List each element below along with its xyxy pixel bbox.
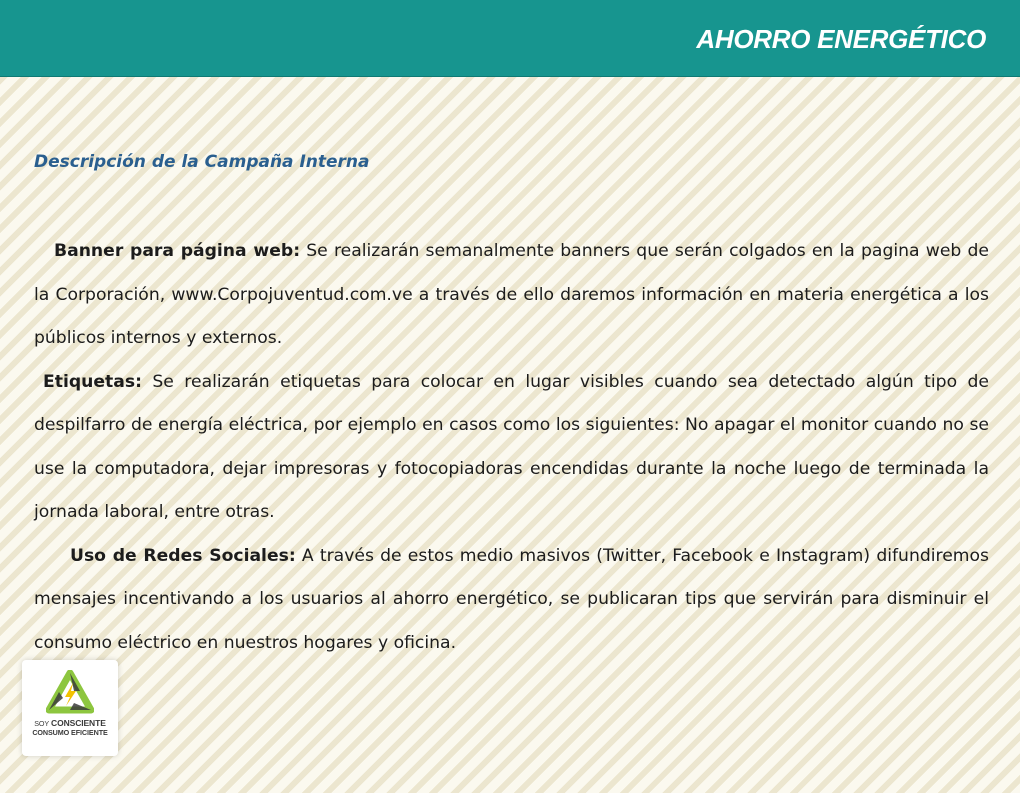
paragraph-banner [34, 230, 989, 361]
soy-consciente-logo [22, 660, 118, 756]
logo-tagline-1: SOY CONSCIENTE [34, 718, 106, 728]
paragraph-etiquetas-text: Se realizarán etiquetas para colocar en lugar visibles cuando sea detectado algún tipo de despilfarro de energía eléctrica, por ejemplo en casos como los siguientes: No apagar el monitor cuando no se use la computadora, dejar impresoras y fotocopiadoras encendidas durante la noche luego de terminada la jornada laboral, entre otras. [34, 371, 989, 522]
paragraph-banner-label: Banner para página web: [54, 241, 301, 261]
section-title: Descripción de la Campaña Interna [34, 152, 370, 172]
logo-tagline-2: CONSUMO EFICIENTE [32, 728, 108, 737]
header-bar [0, 0, 1020, 77]
paragraph-banner-text: Se realizarán semanalmente banners que serán colgados en la pagina web de la Corporación, www.Corpojuventud.com.ve a través de ello daremos información en materia energética a los públicos internos y externos. [34, 241, 989, 348]
page-title: AHORRO ENERGÉTICO [696, 24, 986, 54]
main-content [34, 150, 989, 665]
paragraph-redes-sociales [34, 535, 989, 666]
paragraph-etiquetas-label: Etiquetas: [43, 371, 142, 392]
paragraph-redes-text: A través de estos medio masivos (Twitter, Facebook e Instagram) difundiremos mensajes incentivando a los usuarios al ahorro energético, se publicaran tips que servirán para disminuir el consumo eléctrico en nuestros hogares y oficina. [34, 545, 989, 653]
recycle-bolt-icon [46, 670, 94, 716]
paragraph-etiquetas [34, 361, 989, 535]
paragraph-redes-label: Uso de Redes Sociales: [70, 545, 296, 566]
